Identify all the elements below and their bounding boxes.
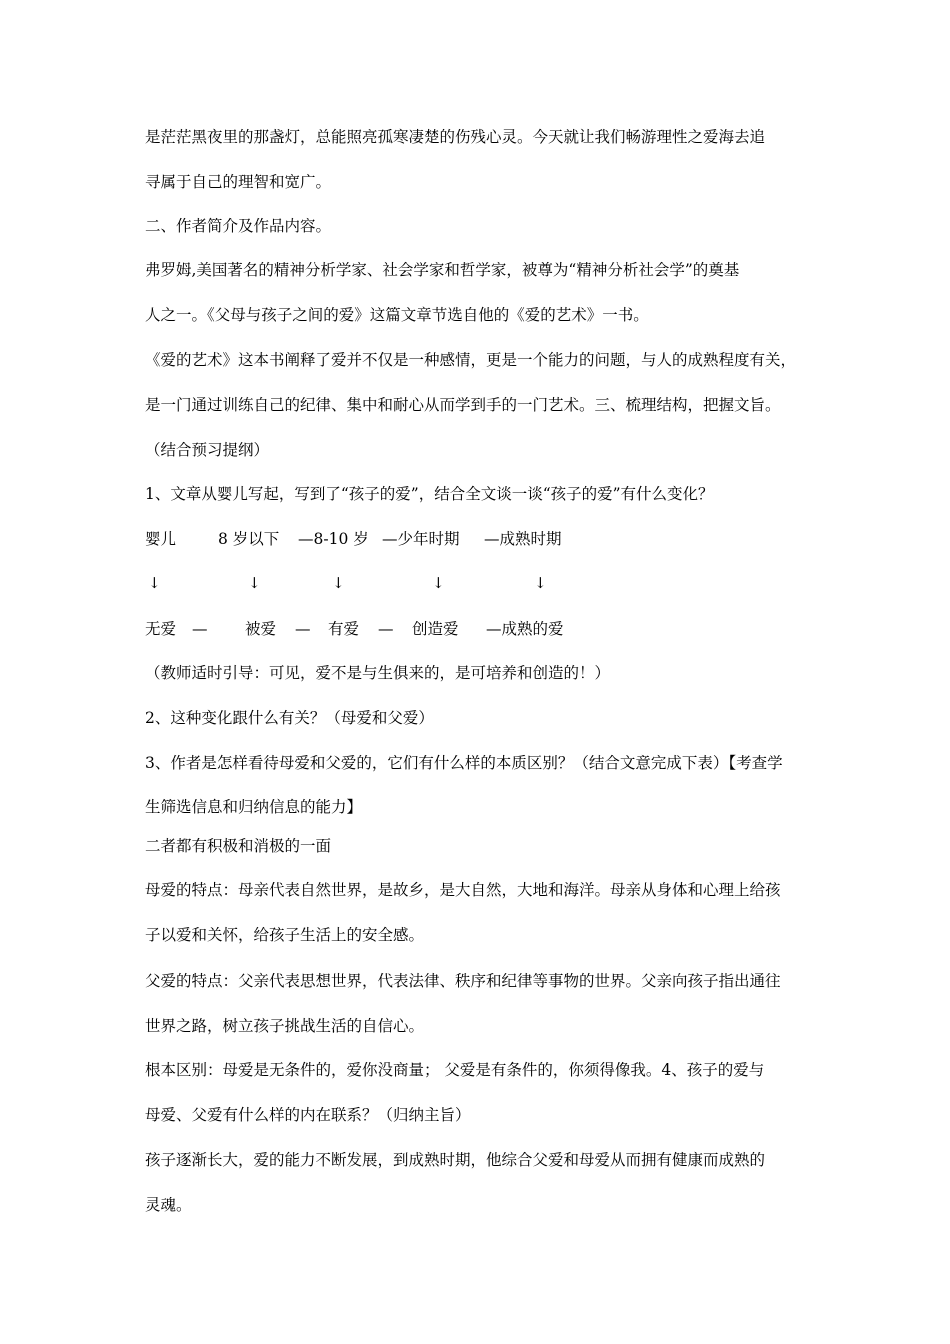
outcome-dash: —	[295, 620, 311, 638]
question-2: 2、这种变化跟什么有关？（母爱和父爱）	[145, 709, 434, 727]
text-line: 子以爱和关怀，给孩子生活上的安全感。	[145, 926, 425, 944]
section-heading: 二、作者简介及作品内容。	[145, 217, 332, 235]
down-arrow-icon: ↓	[432, 574, 445, 592]
text-line: 母爱的特点：母亲代表自然世界，是故乡，是大自然，大地和海洋。母亲从身体和心理上给孩	[145, 881, 781, 899]
stage-label: —少年时期	[382, 530, 460, 548]
text-line: 灵魂。	[145, 1196, 192, 1214]
stage-label: —成熟时期	[484, 530, 562, 548]
question-1: 1、文章从婴儿写起，写到了“孩子的爱”，结合全文谈一谈“孩子的爱”有什么变化？	[145, 485, 714, 503]
stage-label: 婴儿	[145, 530, 177, 548]
text-line: （结合预习提纲）	[145, 441, 270, 459]
text-line: 生筛选信息和归纳信息的能力】	[145, 798, 363, 816]
question-3: 3、作者是怎样看待母爱和父爱的，它们有什么样的本质区别？（结合文意完成下表）【考查学	[145, 754, 783, 772]
stage-label: —8-10 岁	[298, 530, 369, 548]
text-line: 世界之路，树立孩子挑战生活的自信心。	[145, 1017, 425, 1035]
outcome-label: 被爱	[245, 620, 277, 638]
text-line: 弗罗姆,美国著名的精神分析学家、社会学家和哲学家，被尊为“精神分析社会学”的奠基	[145, 261, 740, 279]
text-line: 根本区别：母爱是无条件的，爱你没商量； 父爱是有条件的，你须得像我。4、孩子的爱与	[145, 1061, 765, 1079]
text-line: 父爱的特点：父亲代表思想世界，代表法律、秩序和纪律等事物的世界。父亲向孩子指出通往	[145, 972, 781, 990]
teacher-note: （教师适时引导：可见，爱不是与生俱来的，是可培养和创造的！）	[145, 664, 611, 682]
outcome-label: 无爱	[145, 620, 177, 638]
down-arrow-icon: ↓	[248, 574, 261, 592]
text-line: 二者都有积极和消极的一面	[145, 837, 332, 855]
text-line: 人之一。《父母与孩子之间的爱》这篇文章节选自他的《爱的艺术》一书。	[145, 306, 649, 324]
down-arrow-icon: ↓	[534, 574, 547, 592]
stage-label: 8 岁以下	[218, 530, 280, 548]
outcome-label: 创造爱	[412, 620, 459, 638]
outcome-dash: —	[378, 620, 394, 638]
question-4: 母爱、父爱有什么样的内在联系？（归纳主旨）	[145, 1106, 471, 1124]
outcome-label: 有爱	[328, 620, 360, 638]
outcome-label: —成熟的爱	[486, 620, 564, 638]
text-line: 《爱的艺术》这本书阐释了爱并不仅是一种感情，更是一个能力的问题，与人的成熟程度有关，	[145, 351, 797, 369]
text-line: 是一门通过训练自己的纪律、集中和耐心从而学到手的一门艺术。三、梳理结构，把握文旨。	[145, 396, 781, 414]
down-arrow-icon: ↓	[332, 574, 345, 592]
text-line: 孩子逐渐长大，爱的能力不断发展，到成熟时期，他综合父爱和母爱从而拥有健康而成熟的	[145, 1151, 766, 1169]
outcome-dash: —	[192, 620, 208, 638]
text-line: 是茫茫黑夜里的那盏灯，总能照亮孤寒凄楚的伤残心灵。今天就让我们畅游理性之爱海去追	[145, 128, 766, 146]
down-arrow-icon: ↓	[148, 574, 161, 592]
text-line: 寻属于自己的理智和宽广。	[145, 173, 332, 191]
